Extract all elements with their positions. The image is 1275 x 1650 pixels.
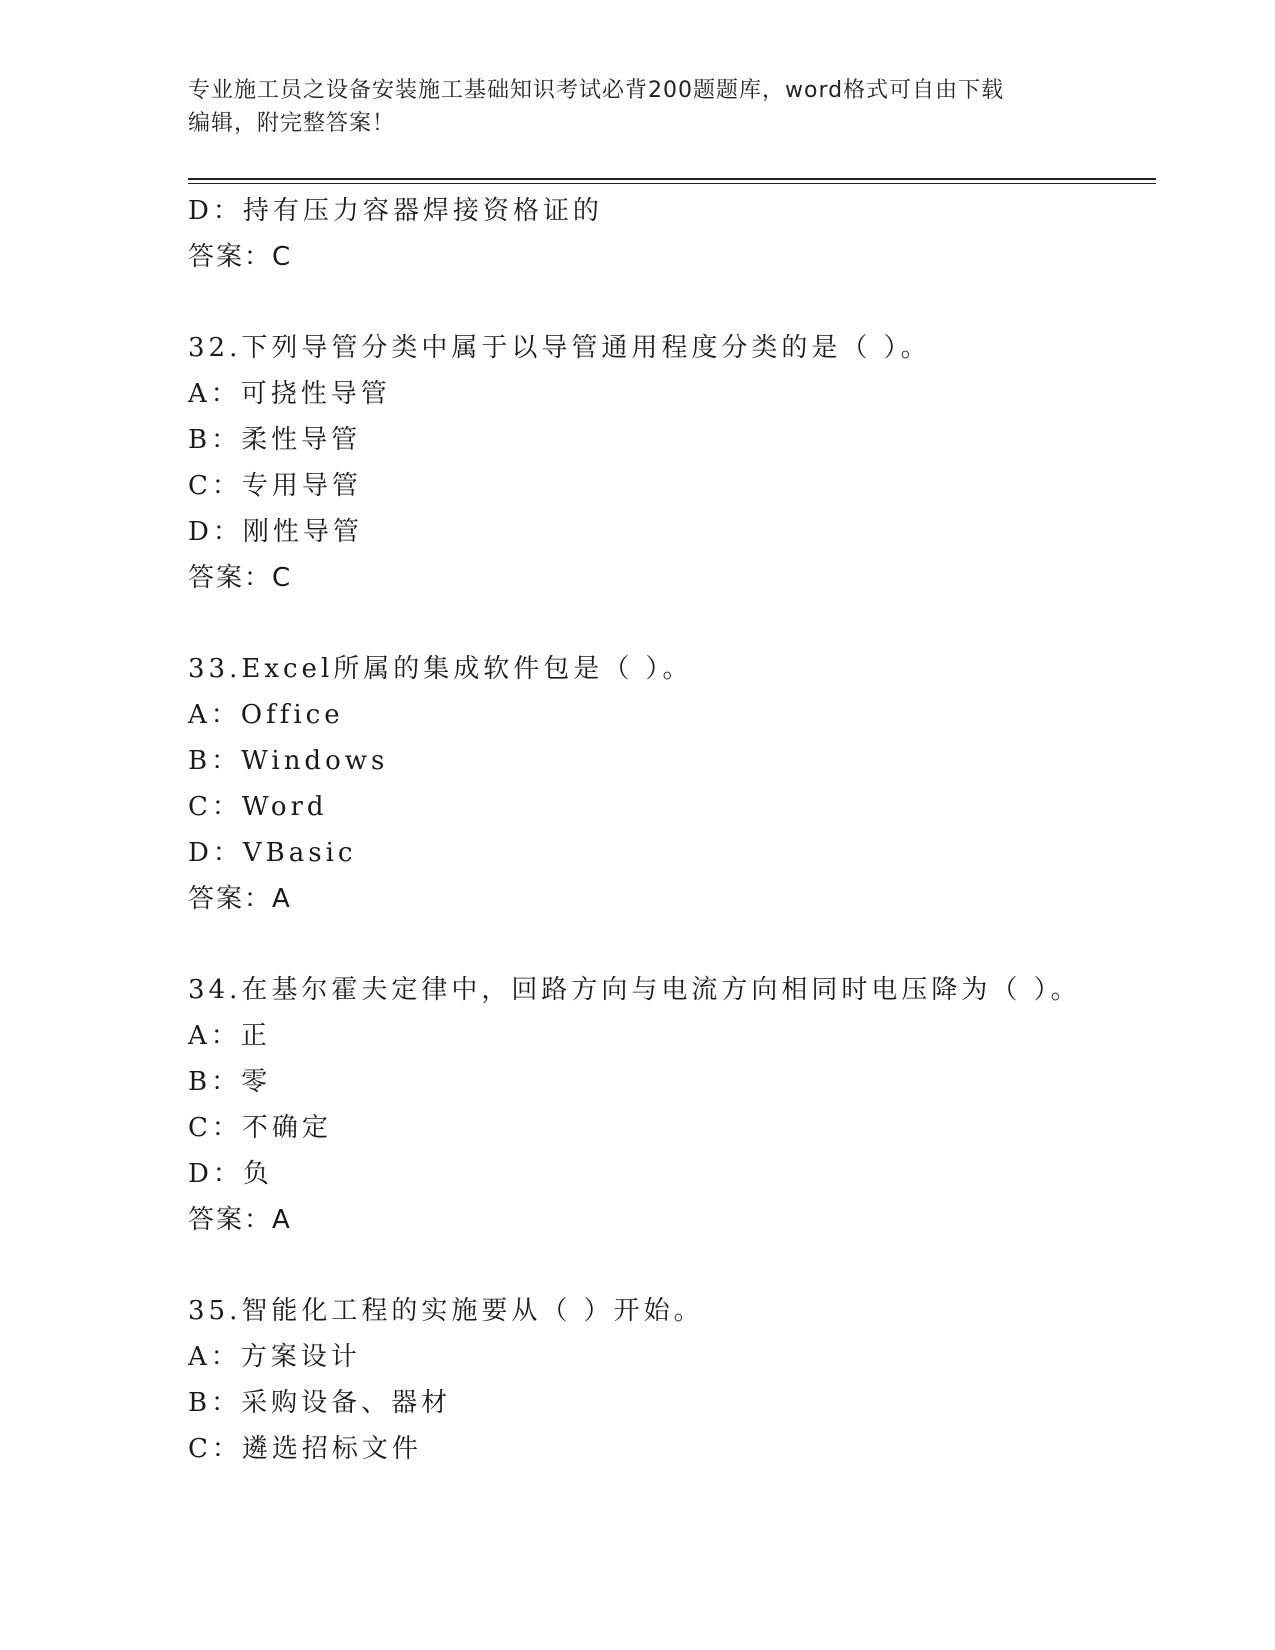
q31-option-d: D：持有压力容器焊接资格证的 [188,196,603,226]
question-32 [188,325,1156,601]
option-c: C：遴选招标文件 [188,1434,422,1464]
question-stem: 32.下列导管分类中属于以导管通用程度分类的是（ ）。 [188,333,931,363]
answer: 答案：A [188,884,292,914]
question-35 [188,1288,1156,1472]
option-d: D：刚性导管 [188,517,363,547]
question-stem: 33.Excel所属的集成软件包是（ ）。 [188,654,693,684]
option-a: A：Office [188,700,344,730]
option-a: A：方案设计 [188,1342,361,1372]
question-34 [188,967,1156,1243]
option-b: B：采购设备、器材 [188,1388,452,1418]
option-c: C：Word [188,792,328,822]
answer: 答案：C [188,563,293,593]
option-b: B：柔性导管 [188,425,362,455]
q31-answer: 答案：C [188,242,293,272]
option-b: B：零 [188,1067,272,1097]
option-c: C：专用导管 [188,471,362,501]
option-a: A：可挠性导管 [188,379,391,409]
option-d: D：负 [188,1159,273,1189]
option-b: B：Windows [188,746,389,776]
header-divider-thin [188,183,1156,184]
header-line-1: 专业施工员之设备安装施工基础知识考试必背200题题库，word格式可自由下载 [188,78,1005,103]
question-stem: 35.智能化工程的实施要从（ ）开始。 [188,1296,704,1326]
question-stem: 34.在基尔霍夫定律中，回路方向与电流方向相同时电压降为（ ）。 [188,975,1081,1005]
option-d: D：VBasic [188,838,357,868]
header-line-2: 编辑，附完整答案！ [188,111,396,136]
question-list [188,188,1156,1472]
option-a: A：正 [188,1021,271,1051]
page-header [188,74,1068,140]
header-divider-thick [188,178,1156,180]
question-33 [188,646,1156,922]
option-c: C：不确定 [188,1113,332,1143]
answer: 答案：A [188,1205,292,1235]
